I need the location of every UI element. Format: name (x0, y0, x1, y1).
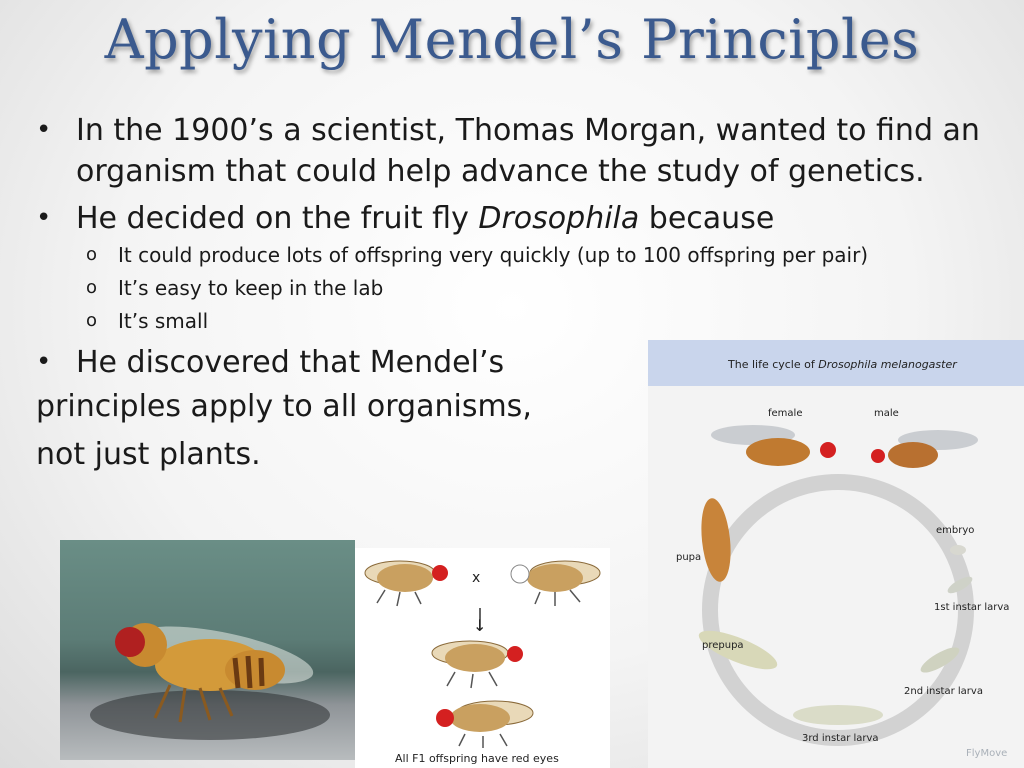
bullet-dot: • (36, 115, 52, 145)
sub-bullet-marker: o (86, 277, 98, 298)
sub-bullet-text: It could produce lots of offspring very quickly (up to 100 offspring per pair) (118, 243, 869, 267)
label-3rd-instar: 3rd instar larva (802, 733, 879, 744)
bullet-dot: • (36, 347, 52, 377)
sub-bullet-offspring (36, 239, 1016, 272)
life-cycle-figure (648, 340, 1024, 768)
sub-bullet-marker: o (86, 244, 98, 265)
bullet-continuation: not just plants. (36, 437, 261, 472)
bullet-dot: • (36, 203, 52, 233)
bullet-text: He discovered that Mendel’s (76, 345, 505, 380)
male-fly (871, 430, 978, 468)
parent-fly-red-eye (365, 561, 448, 606)
label-prepupa: prepupa (702, 640, 744, 651)
label-1st-instar: 1st instar larva (934, 602, 1010, 613)
bullet-text: In the 1900’s a scientist, Thomas Morgan, wanted to find an organism that could help advance the study of genetics. (76, 113, 980, 189)
pupa-shape (698, 497, 735, 583)
down-arrow-icon: ↓ (473, 616, 487, 635)
bullet-drosophila (36, 198, 1016, 239)
label-pupa: pupa (676, 552, 702, 563)
bullet-continuation: principles apply to all organisms, (36, 389, 532, 424)
label-female: female (768, 408, 803, 419)
cross-caption: All F1 offspring have red eyes (395, 752, 559, 765)
label-male: male (874, 408, 899, 419)
fruit-fly-photo (60, 540, 355, 760)
sub-bullet-small (36, 305, 1016, 338)
life-cycle-illustration (648, 340, 1024, 768)
label-2nd-instar: 2nd instar larva (904, 686, 983, 697)
flymove-watermark: FlyMove (966, 748, 1008, 759)
fruit-fly-photo-illustration (60, 540, 355, 760)
offspring-fly-2 (436, 701, 533, 748)
sub-bullet-marker: o (86, 310, 98, 331)
parent-fly-white-eye (511, 561, 600, 606)
bullet-morgan (36, 110, 1016, 192)
female-fly (711, 425, 836, 466)
life-cycle-title: The life cycle of Drosophila melanogaster (728, 358, 957, 371)
sub-bullet-text: It’s small (118, 309, 209, 333)
sub-bullet-text: It’s easy to keep in the lab (118, 276, 384, 300)
sub-bullet-lab (36, 272, 1016, 305)
bullet-text: because (639, 201, 775, 236)
label-embryo: embryo (936, 525, 975, 536)
cross-diagram-illustration (355, 548, 610, 748)
offspring-fly-1 (432, 641, 523, 688)
third-instar-shape (793, 705, 883, 725)
slide-title: Applying Mendel’s Principles (104, 8, 920, 71)
bullet-text: He decided on the fruit fly (76, 201, 479, 236)
species-name: Drosophila (478, 201, 640, 236)
cross-diagram (355, 548, 610, 768)
embryo-shape (950, 545, 966, 555)
cross-symbol: x (472, 570, 481, 586)
